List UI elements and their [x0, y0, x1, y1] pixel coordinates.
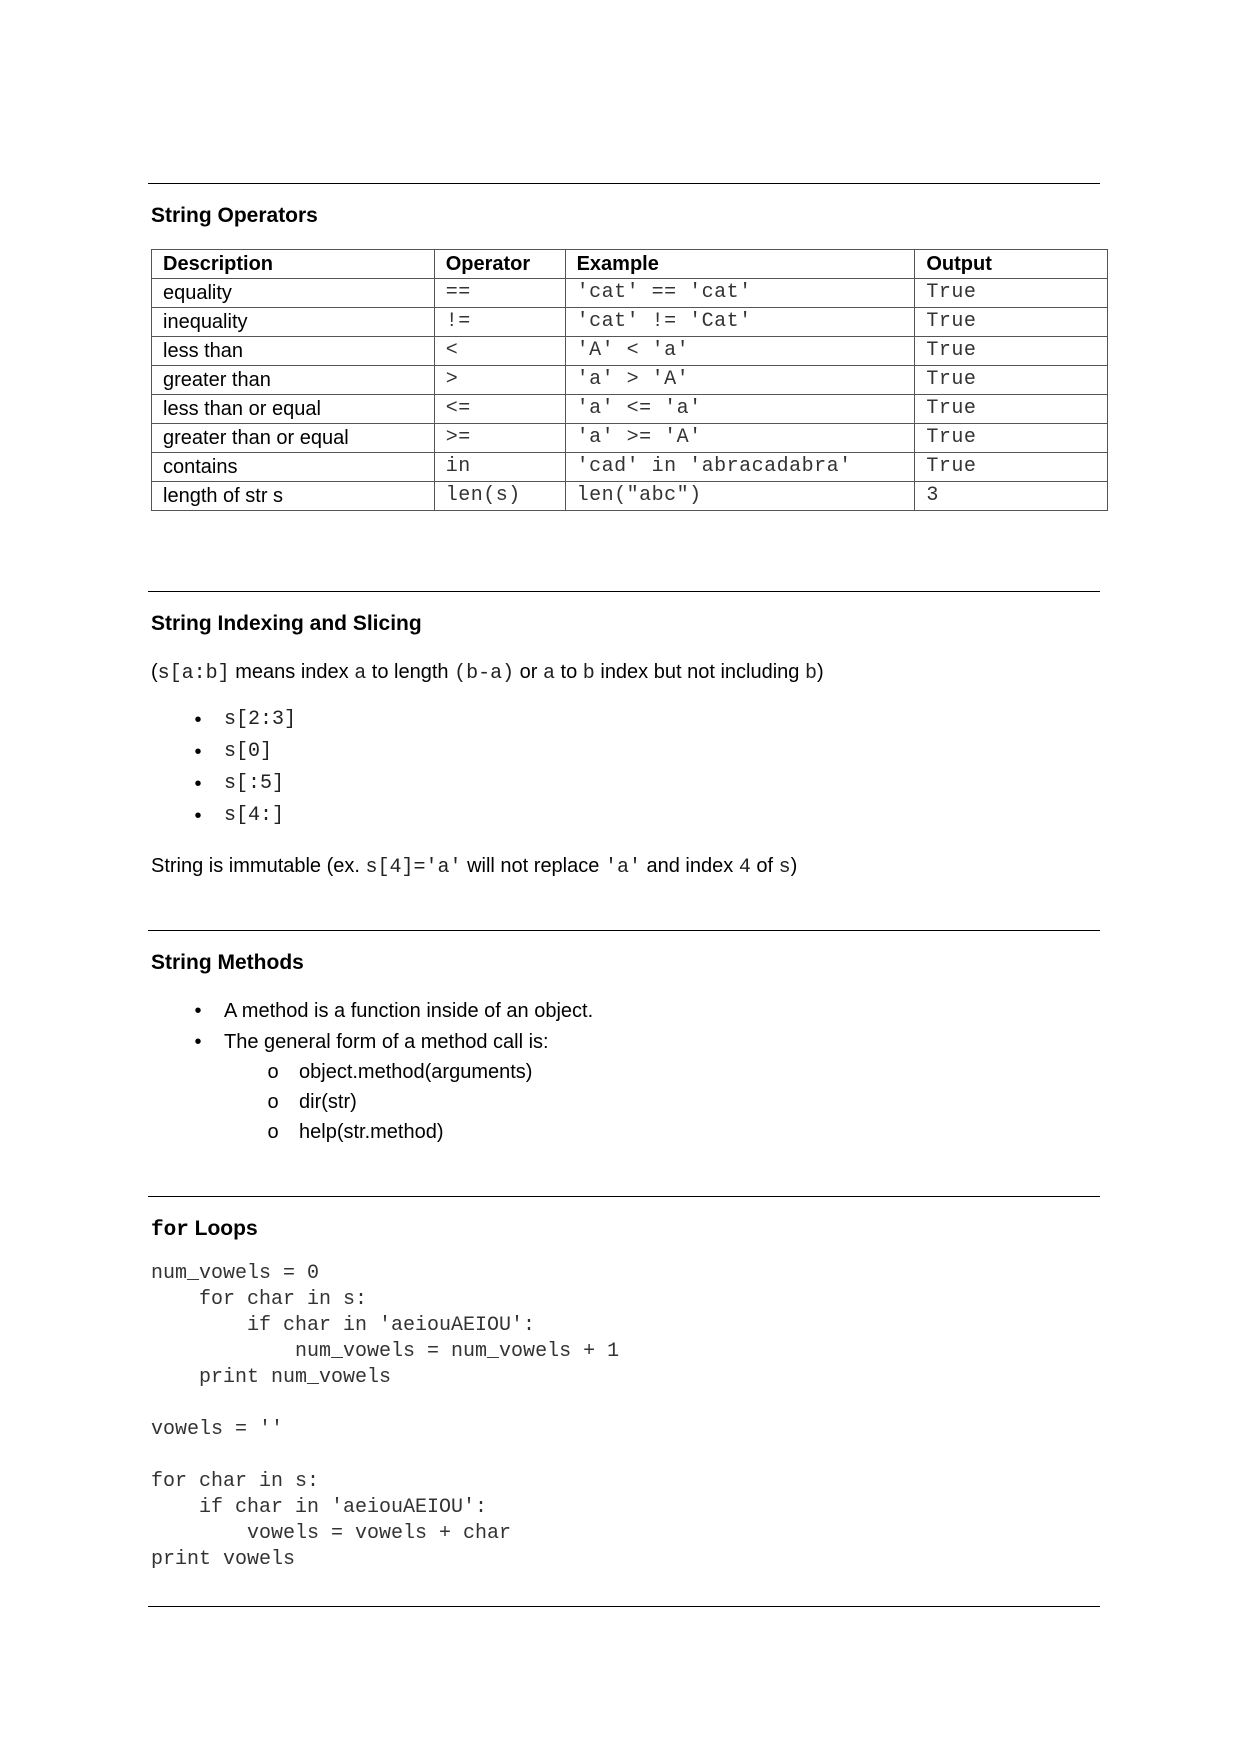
methods-heading: String Methods — [151, 951, 304, 974]
cell-description: inequality — [152, 308, 435, 337]
slice-example: s[0] — [224, 740, 273, 763]
cell-operator: <= — [434, 395, 565, 424]
note-text: and index — [640, 855, 739, 877]
note-code: 4 — [738, 856, 751, 879]
cell-description: contains — [152, 453, 435, 482]
bullet-icon: • — [194, 1000, 202, 1022]
slice-example: s[:5] — [224, 772, 285, 795]
table-row — [152, 424, 1108, 453]
method-subitem-text: dir(str) — [299, 1091, 357, 1113]
loops-heading-keyword: for — [151, 1219, 189, 1242]
bullet-icon: • — [194, 709, 202, 731]
section-divider — [148, 1606, 1100, 1607]
slice-example: s[4:] — [224, 804, 285, 827]
cell-example: 'a' > 'A' — [565, 366, 915, 395]
bullet-icon: • — [194, 741, 202, 763]
slice-example: s[2:3] — [224, 708, 297, 731]
table-row — [152, 308, 1108, 337]
hollow-bullet-icon: o — [267, 1061, 279, 1083]
note-text: will not replace — [461, 855, 605, 877]
cell-operator: in — [434, 453, 565, 482]
header-example: Example — [565, 250, 915, 279]
cell-example: 'cat' == 'cat' — [565, 279, 915, 308]
table-row — [152, 337, 1108, 366]
loops-heading-text: Loops — [188, 1217, 258, 1240]
intro-code: s[a:b] — [157, 662, 230, 685]
note-code: s — [778, 856, 791, 879]
cell-output: True — [915, 279, 1108, 308]
immutable-note — [151, 853, 797, 881]
cell-operator: >= — [434, 424, 565, 453]
cell-example: 'a' >= 'A' — [565, 424, 915, 453]
cell-output: True — [915, 395, 1108, 424]
intro-text: ) — [816, 661, 824, 683]
cell-operator: != — [434, 308, 565, 337]
cell-operator: < — [434, 337, 565, 366]
hollow-bullet-icon: o — [267, 1121, 279, 1143]
hollow-bullet-icon: o — [267, 1091, 279, 1113]
header-output: Output — [915, 250, 1108, 279]
bullet-icon: • — [194, 773, 202, 795]
bullet-icon: • — [194, 805, 202, 827]
note-text: String is immutable (ex. — [151, 855, 366, 877]
loops-heading — [151, 1217, 258, 1243]
section-divider — [148, 183, 1100, 184]
section-divider — [148, 591, 1100, 592]
cell-output: True — [915, 366, 1108, 395]
cell-operator: > — [434, 366, 565, 395]
cell-operator: len(s) — [434, 482, 565, 511]
header-description: Description — [152, 250, 435, 279]
method-subitem-text: object.method(arguments) — [299, 1061, 533, 1083]
intro-text: to — [555, 661, 583, 683]
cell-operator: == — [434, 279, 565, 308]
method-bullet-text: The general form of a method call is: — [224, 1031, 549, 1053]
intro-code: b — [804, 662, 817, 685]
section-divider — [148, 1196, 1100, 1197]
table-row — [152, 366, 1108, 395]
cell-example: len("abc") — [565, 482, 915, 511]
table-row — [152, 395, 1108, 424]
cell-example: 'cad' in 'abracadabra' — [565, 453, 915, 482]
table-row — [152, 453, 1108, 482]
loops-code-block: num_vowels = 0 for char in s: if char in 'aeiouAEIOU': num_vowels = num_vowels + 1 print num_vowels vowels = '' for char in s: if char in 'aeiouAEIOU': vowels = vowels + char print vowels — [151, 1262, 620, 1571]
section-divider — [148, 930, 1100, 931]
cell-description: greater than or equal — [152, 424, 435, 453]
intro-text: ( — [151, 661, 158, 683]
cell-output: 3 — [915, 482, 1108, 511]
cell-output: True — [915, 424, 1108, 453]
cell-output: True — [915, 337, 1108, 366]
method-subitem-text: help(str.method) — [299, 1121, 444, 1143]
slicing-heading: String Indexing and Slicing — [151, 612, 422, 635]
intro-text: or — [514, 661, 543, 683]
note-code: s[4]='a' — [365, 856, 462, 879]
string-operators-table — [151, 249, 1108, 511]
header-operator: Operator — [434, 250, 565, 279]
method-bullet-text: A method is a function inside of an object. — [224, 1000, 594, 1022]
table-row — [152, 279, 1108, 308]
table-row — [152, 482, 1108, 511]
cell-description: less than or equal — [152, 395, 435, 424]
cell-description: equality — [152, 279, 435, 308]
table-header-row — [152, 250, 1108, 279]
operators-heading: String Operators — [151, 204, 318, 227]
cell-example: 'a' <= 'a' — [565, 395, 915, 424]
intro-text: to length — [366, 661, 455, 683]
cell-output: True — [915, 453, 1108, 482]
note-text: ) — [790, 855, 798, 877]
intro-code: a — [542, 662, 555, 685]
cell-example: 'cat' != 'Cat' — [565, 308, 915, 337]
intro-code: b — [582, 662, 595, 685]
cell-description: length of str s — [152, 482, 435, 511]
intro-code: (b-a) — [454, 662, 515, 685]
bullet-icon: • — [194, 1031, 202, 1053]
slicing-intro — [151, 659, 824, 687]
cell-description: less than — [152, 337, 435, 366]
note-code: 'a' — [604, 856, 641, 879]
intro-text: means index — [229, 661, 355, 683]
intro-text: index but not including — [594, 661, 805, 683]
cell-description: greater than — [152, 366, 435, 395]
cell-output: True — [915, 308, 1108, 337]
cell-example: 'A' < 'a' — [565, 337, 915, 366]
intro-code: a — [354, 662, 367, 685]
note-text: of — [750, 855, 779, 877]
